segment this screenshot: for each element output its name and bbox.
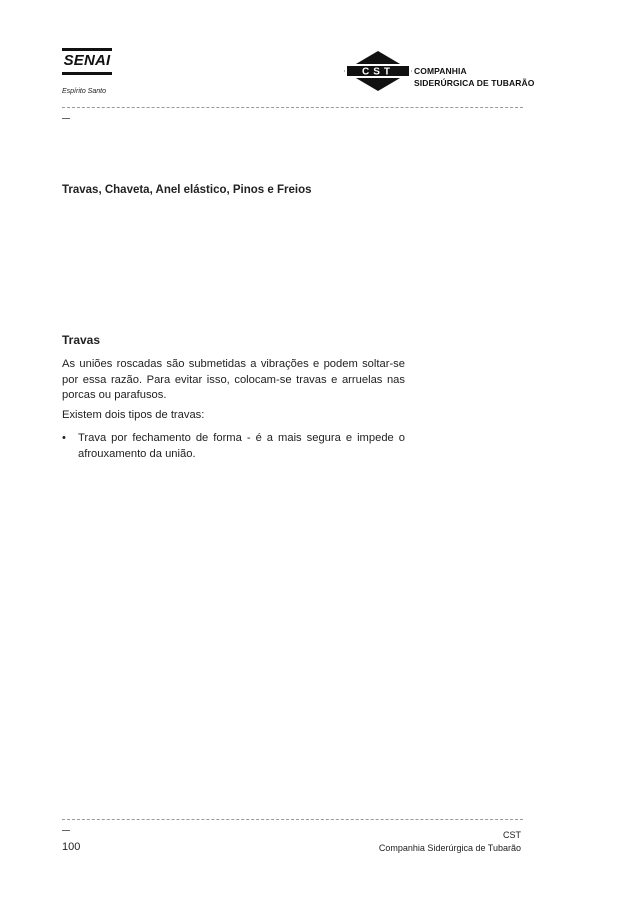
section-paragraph-2: Existem dois tipos de travas: (62, 409, 205, 421)
senai-subtitle: Espírito Santo (62, 88, 106, 95)
footer-company-full: Companhia Siderúrgica de Tubarão (378, 843, 521, 853)
bullet-icon: • (62, 432, 66, 444)
cst-logo-letters: CST (362, 66, 394, 78)
header-divider-tick (62, 118, 70, 119)
senai-logo-text: SENAI (63, 52, 111, 69)
footer-divider-tick (62, 830, 70, 831)
header-divider (62, 107, 523, 108)
senai-logo-bottom-bar (62, 72, 112, 75)
page-number: 100 (62, 841, 81, 853)
cst-name-line1: COMPANHIA (414, 66, 467, 76)
cst-name-line2: SIDERÚRGICA DE TUBARÃO (414, 78, 535, 88)
section-paragraph-1: As uniões roscadas são submetidas a vibrações e podem soltar-se por essa razão. Para evitar isso, colocam-se travas e arruelas nas porcas ou parafusos. (62, 358, 405, 401)
document-title: Travas, Chaveta, Anel elástico, Pinos e Freios (62, 184, 312, 196)
cst-logo-icon (343, 50, 413, 92)
footer-company-short: CST (503, 830, 521, 840)
section-heading: Travas (62, 333, 101, 347)
footer-divider (62, 819, 523, 820)
bullet-text: Trava por fechamento de forma - é a mais segura e impede o afrouxamento da união. (78, 432, 405, 460)
senai-logo-top-bar (62, 48, 112, 51)
